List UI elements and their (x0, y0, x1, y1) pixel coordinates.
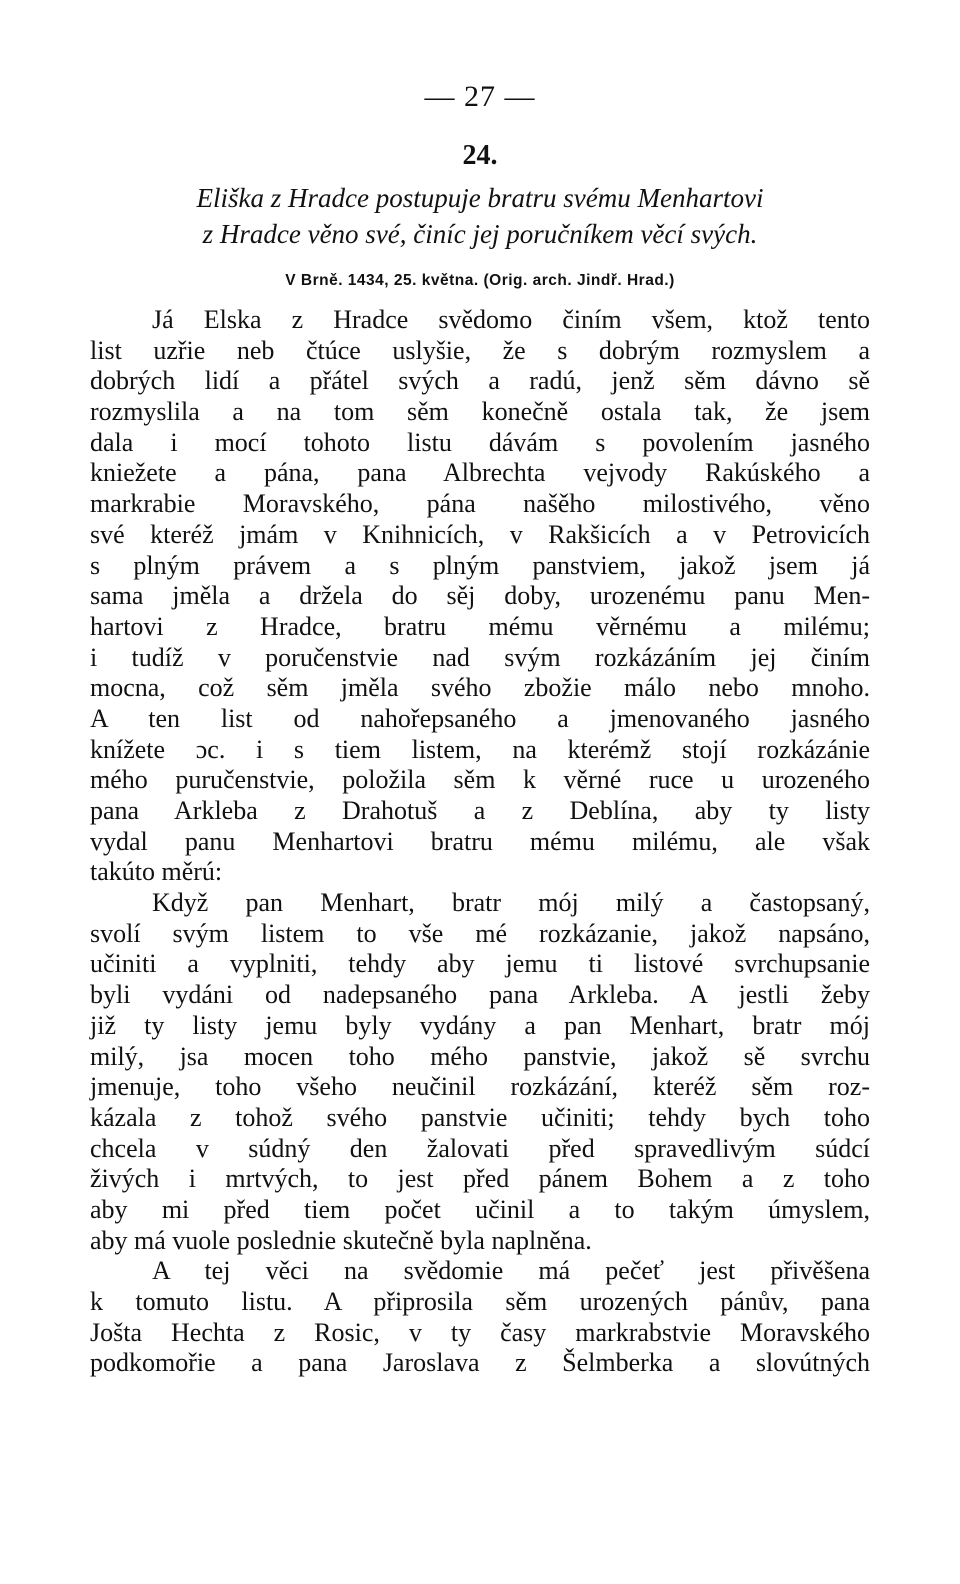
text-line: vydal panu Menhartovi bratru mému milému, ale však (90, 826, 870, 856)
text-line: podkomořie a pana Jaroslava z Šelmberka a slovútných (90, 1348, 870, 1378)
text-line: Jošta Hechta z Rosic, v ty časy markrabstvie Moravského (90, 1317, 870, 1347)
text-line: i tudíž v poručenstvie nad svým rozkázáním jej činím (90, 642, 870, 672)
text-line: dala i mocí tohoto listu dávám s povolením jasného (90, 427, 870, 457)
text-line: živých i mrtvých, to jest před pánem Bohem a z toho (90, 1164, 870, 1194)
text-line: A ten list od nahořepsaného a jmenovaného jasného (90, 703, 870, 733)
text-line: již ty listy jemu byly vydány a pan Menhart, bratr mój (90, 1010, 870, 1040)
page-number: — 27 — (424, 80, 536, 113)
heading-line-1: Eliška z Hradce postupuje bratru svému Menhartovi (196, 183, 764, 213)
text-line: kniežete a pána, pana Albrechta vejvody Rakúského a (90, 458, 870, 488)
text-line: hartovi z Hradce, bratru mému věrnému a milému; (90, 611, 870, 641)
document-heading (90, 180, 870, 252)
text-line: takúto měrú: (90, 857, 223, 887)
text-line: aby mi před tiem počet učinil a to takým úmyslem, (90, 1194, 870, 1224)
text-line: kázala z tohož svého panstvie učiniti; tehdy bych toho (90, 1102, 870, 1132)
text-line: sama jměla a držela do sěj doby, urozenému panu Men- (90, 581, 870, 611)
heading-line-2: z Hradce věno své, činíc jej poručníkem věcí svých. (202, 219, 758, 249)
text-line: učiniti a vyplniti, tehdy aby jemu ti listové svrchupsanie (90, 949, 870, 979)
text-line: s plným právem a s plným panstviem, jakož jsem já (90, 550, 870, 580)
text-line: mého puručenstvie, položila sěm k věrné ruce u urozeného (90, 765, 870, 795)
document-number: 24. (462, 140, 498, 171)
text-line: knížete ɔc. i s tiem listem, na kterémž stojí rozkázánie (90, 734, 870, 764)
text-line: milý, jsa mocen toho mého panstvie, jakož sě svrchu (90, 1041, 870, 1071)
text-line: pana Arkleba z Drahotuš a z Deblína, aby ty listy (90, 796, 870, 825)
source-note: V Brně. 1434, 25. května. (Orig. arch. Jindř. Hrad.) (285, 272, 675, 289)
text-line: rozmyslila a na tom sěm konečně ostala tak, že jsem (90, 397, 870, 427)
body-text (90, 305, 870, 1379)
text-line: mocna, což sěm jměla svého zbožie málo nebo mnoho. (90, 673, 870, 703)
text-line: dobrých lidí a přátel svých a radú, jenž sěm dávno sě (90, 366, 870, 396)
text-line: A tej věci na svědomie má pečeť jest přivěšena (152, 1256, 870, 1286)
text-line: aby má vuole poslednie skutečně byla naplněna. (90, 1225, 592, 1255)
text-line: chcela v súdný den žalovati před spravedlivým súdcí (90, 1133, 870, 1163)
text-line: byli vydáni od nadepsaného pana Arkleba. A jestli žeby (90, 980, 870, 1010)
text-line: své kteréž jmám v Knihnicích, v Rakšicích a v Petrovicích (90, 519, 870, 549)
text-line: Když pan Menhart, bratr mój milý a častopsaný, (152, 888, 870, 918)
text-line: jmenuje, toho všeho neučinil rozkázání, kteréž sěm roz- (90, 1072, 870, 1102)
text-line: svolí svým listem to vše mé rozkázanie, jakož napsáno, (90, 918, 870, 948)
text-line: Já Elska z Hradce svědomo činím všem, ktož tento (152, 305, 870, 334)
text-line: list uzřie neb čtúce uslyšie, že s dobrým rozmyslem a (90, 335, 870, 365)
text-line: k tomuto listu. A připrosila sěm urozených pánův, pana (90, 1287, 870, 1316)
text-line: markrabie Moravského, pána našěho milostivého, věno (90, 489, 870, 519)
